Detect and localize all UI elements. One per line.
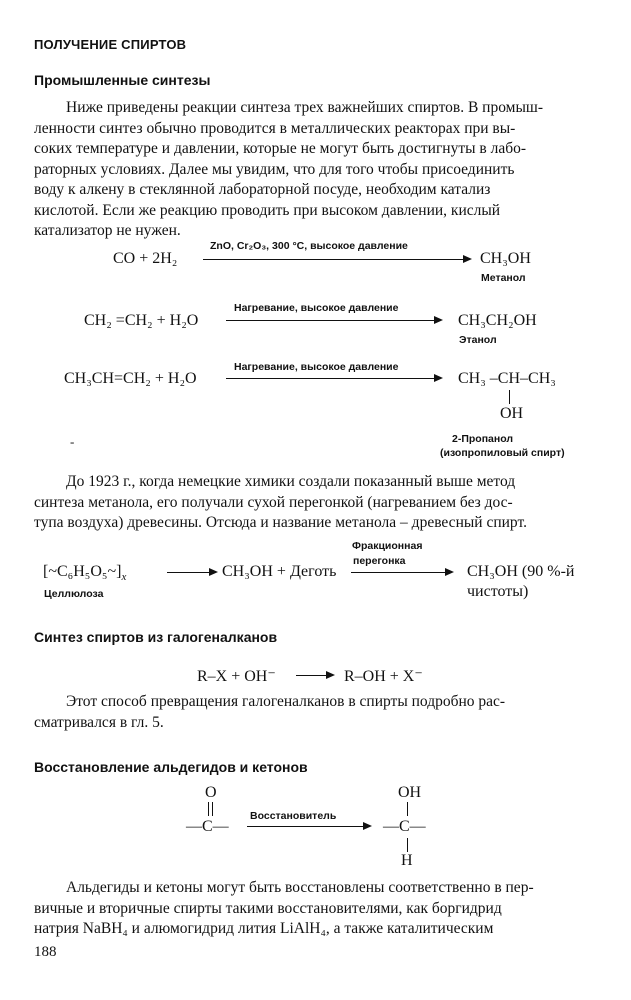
arrowhead-icon: [363, 822, 372, 830]
alcohol-carbon: —C—: [383, 818, 426, 835]
text-line: сматривался в гл. 5.: [34, 713, 164, 731]
distillation-product: CH₃OH (90 %-й: [467, 563, 575, 580]
reaction2-label: Этанол: [459, 334, 497, 346]
double-bond-line: [208, 802, 209, 816]
arrowhead-icon: [434, 316, 443, 324]
reaction3-label-alt: (изопропиловый спирт): [440, 447, 565, 459]
reaction3-reactants: CH₃CH=CH₂ + H₂O: [64, 370, 197, 387]
text-line: Этот способ превращения галогеналканов в спирты подробно рас-: [66, 693, 506, 710]
section-title-industrial: Промышленные синтезы: [34, 72, 211, 88]
arrowhead-icon: [326, 671, 335, 679]
reaction1-label: Метанол: [481, 272, 526, 284]
reaction1-arrow: [203, 259, 465, 260]
reaction1-product: CH₃OH: [480, 250, 531, 267]
section-title-haloalkanes: Синтез спиртов из галогеналканов: [34, 629, 278, 645]
arrowhead-icon: [434, 374, 443, 382]
text-line: соких температуре и давлении, которые не могут быть достигнуты в лабо-: [34, 140, 527, 157]
reaction3-product: CH₃ –CH–CH₃: [458, 370, 556, 387]
reaction2-condition: Нагревание, высокое давление: [234, 302, 399, 314]
reaction3-substituent: OH: [500, 405, 524, 422]
distillation-arrow: [351, 572, 447, 573]
text-line: тупа воздуха) древесины. Отсюда и название метанола – древесный спирт.: [34, 514, 527, 531]
haloalkane-arrow: [296, 675, 328, 676]
haloalkane-reactants: R–X + OH⁻: [197, 668, 276, 685]
text-line: натрия NaBH₄ и алюмогидрид лития LiAlH₄, а также каталитическим: [34, 920, 494, 937]
text-line: синтеза метанола, его получали сухой перегонкой (нагреванием без дос-: [34, 493, 513, 511]
carbonyl-oxygen: O: [205, 784, 217, 801]
carbonyl-carbon: —C—: [186, 818, 229, 835]
haloalkane-products: R–OH + X⁻: [344, 668, 423, 685]
paragraph-reduction: [34, 878, 596, 940]
cellulose-formula: $[\sim C_6H_5O_5\sim]_x$: [43, 563, 127, 584]
distillation-condition-2: перегонка: [353, 555, 406, 567]
distillation-condition-1: Фракционная: [352, 540, 423, 552]
reducer-condition: Восстановитель: [250, 810, 337, 822]
cellulose-label: Целлюлоза: [44, 588, 104, 600]
section-title-reduction: Восстановление альдегидов и кетонов: [34, 759, 308, 775]
paragraph-methanol-history: [34, 472, 596, 534]
paragraph-industrial: [34, 98, 596, 242]
text-line: До 1923 г., когда немецкие химики создали показанный выше метод: [66, 473, 516, 490]
page-heading: ПОЛУЧЕНИЕ СПИРТОВ: [34, 37, 187, 52]
stray-dash: -: [70, 434, 75, 449]
bond-line: [407, 838, 408, 852]
alcohol-hydrogen: H: [401, 852, 413, 869]
arrowhead-icon: [463, 255, 472, 263]
arrowhead-icon: [445, 568, 454, 576]
paragraph-haloalkanes: [34, 692, 596, 733]
double-bond-line: [212, 802, 213, 816]
text-line: кислотой. Если же реакцию проводить при высоком давлении, кислый: [34, 201, 501, 219]
text-line: ленности синтез обычно проводится в металлических реакторах при вы-: [34, 119, 516, 137]
text-line: воду к алкену в стеклянной лабораторной посуде, необходим катализ: [34, 181, 491, 198]
reaction2-reactants: CH₂ =CH₂ + H₂O: [84, 312, 199, 329]
reaction2-arrow: [226, 320, 436, 321]
reaction2-product: CH₃CH₂OH: [458, 312, 537, 329]
bond-line: [407, 802, 408, 816]
bond-line: [509, 390, 510, 404]
distillation-product-purity: чистоты): [467, 583, 529, 600]
text-line: Ниже приведены реакции синтеза трех важнейших спиртов. В промыш-: [66, 99, 543, 116]
text-line: катализатор не нужен.: [34, 222, 181, 239]
text-line: Альдегиды и кетоны могут быть восстановлены соответственно в пер-: [66, 879, 534, 896]
cellulose-products: CH₃OH + Деготь: [222, 563, 337, 580]
alcohol-oh: OH: [398, 784, 422, 801]
reduction-arrow: [247, 826, 365, 827]
text-line: вичные и вторичные спирты такими восстановителями, как боргидрид: [34, 899, 502, 917]
reaction3-condition: Нагревание, высокое давление: [234, 361, 399, 373]
reaction3-label: 2-Пропанол: [452, 433, 514, 445]
cellulose-arrow: [167, 572, 211, 573]
arrowhead-icon: [209, 568, 218, 576]
page-number: 188: [34, 944, 57, 960]
reaction1-reactants: CO + 2H₂: [113, 250, 178, 267]
reaction3-arrow: [226, 378, 436, 379]
reaction1-condition: ZnO, Cr₂O₃, 300 °C, высокое давление: [210, 240, 408, 252]
text-line: раторных условиях. Далее мы увидим, что для того чтобы присоединить: [34, 160, 515, 178]
